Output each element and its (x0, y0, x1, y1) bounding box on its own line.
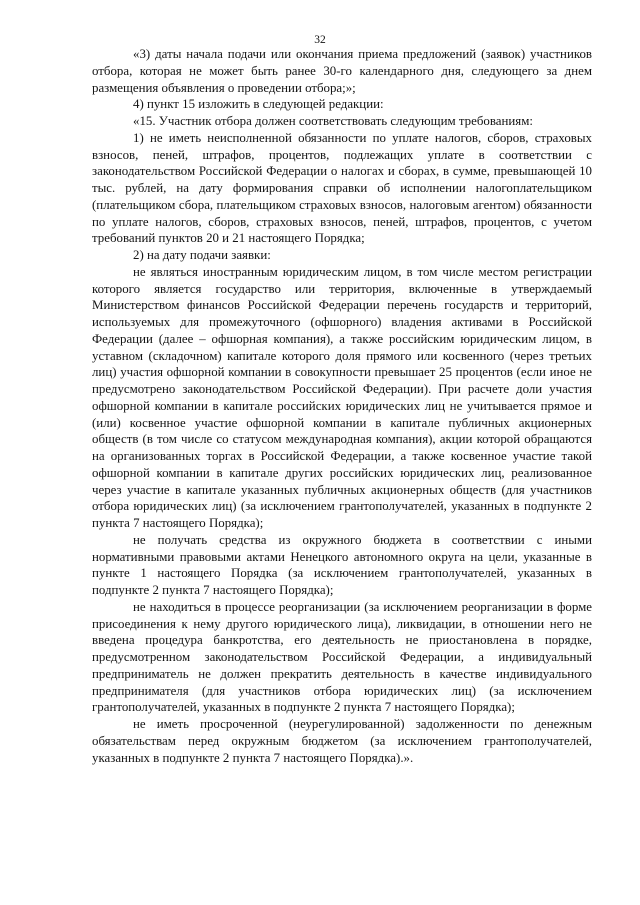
paragraph-requirement-1: 1) не иметь неисполненной обязанности по уплате налогов, сборов, страховых взносов, пеней, штрафов, процентов, подлежащих уплате в соответствии с законодательством Российской Федерации о налогах и сборах, в сумме, превышающей 10 тыс. рублей, на дату формирования справки об исполнении налогоплательщиком (плательщиком сбора, плательщиком страховых взносов, налоговым агентом) обязанности по уплате налогов, сборов, страховых взносов, пеней, штрафов, процентов, с учетом требований пунктов 20 и 21 настоящего Порядка; (92, 130, 592, 246)
document-body (92, 46, 592, 766)
paragraph-requirement-2: 2) на дату подачи заявки: (133, 248, 271, 262)
paragraph-no-reorganization: не находиться в процессе реорганизации (за исключением реорганизации в форме присоединения к нему другого юридического лица), ликвидации, в отношении него не введена процедура банкротства, его деятельность не приостановлена в порядке, предусмотренном законодательством Российской Федерации, а индивидуальный предприниматель не должен прекратить деятельность в качестве индивидуального предпринимателя (для участников отбора юридических лиц) (за исключением грантополучателей, указанных в подпункте 2 пункта 7 настоящего Порядка); (92, 599, 592, 715)
paragraph-no-other-funding: не получать средства из окружного бюджета в соответствии с иными нормативными правовыми актами Ненецкого автономного округа на цели, указанные в пункте 1 настоящего Порядка (за исключением грантополучателей, указанных в подпункте 2 пункта 7 настоящего Порядка); (92, 532, 592, 597)
paragraph-no-overdue-debt: не иметь просроченной (неурегулированной) задолженности по денежным обязательствам перед окружным бюджетом (за исключением грантополучателей, указанных в подпункте 2 пункта 7 настоящего Порядка).». (92, 717, 592, 765)
paragraph-amendment-item-4: 4) пункт 15 изложить в следующей редакции: (133, 97, 384, 112)
paragraph-amendment-item-3: «3) даты начала подачи или окончания приема предложений (заявок) участников отбора, которая не может быть ранее 30-го календарного дня, следующего за днем размещения объявления о проведении отбора;»; (92, 47, 592, 95)
page-number: 32 (314, 34, 326, 46)
paragraph-clause-15-intro: «15. Участник отбора должен соответствовать следующим требованиям: (133, 114, 533, 128)
paragraph-offshore-requirement: не являться иностранным юридическим лицом, в том числе местом регистрации которого является государство или территория, включенные в утверждаемый Министерством финансов Российской Федерации перечень государств и территорий, используемых для промежуточного (офшорного) владения активами в Российской Федерации (далее – офшорная компания), а также российским юридическим лицом, в уставном (складочном) капитале которого доля прямого или косвенного (через третьих лиц) участия офшорной компании в совокупности превышает 25 процентов (если иное не предусмотрено законодательством Российской Федерации). При расчете доли участия офшорной компании в капитале российских юридических лиц не учитывается прямое и (или) косвенное участие офшорной компании в капитале публичных акционерных обществ (в том числе со статусом международная компания), акции которой обращаются на организованных торгах в Российской Федерации, а также косвенное участие такой офшорной компании в капитале других российских юридических лиц, реализованное через участие в капитале указанных публичных акционерных обществ (для участников отбора юридических лиц) (за исключением грантополучателей, указанных в подпункте 2 пункта 7 настоящего Порядка); (92, 264, 592, 530)
